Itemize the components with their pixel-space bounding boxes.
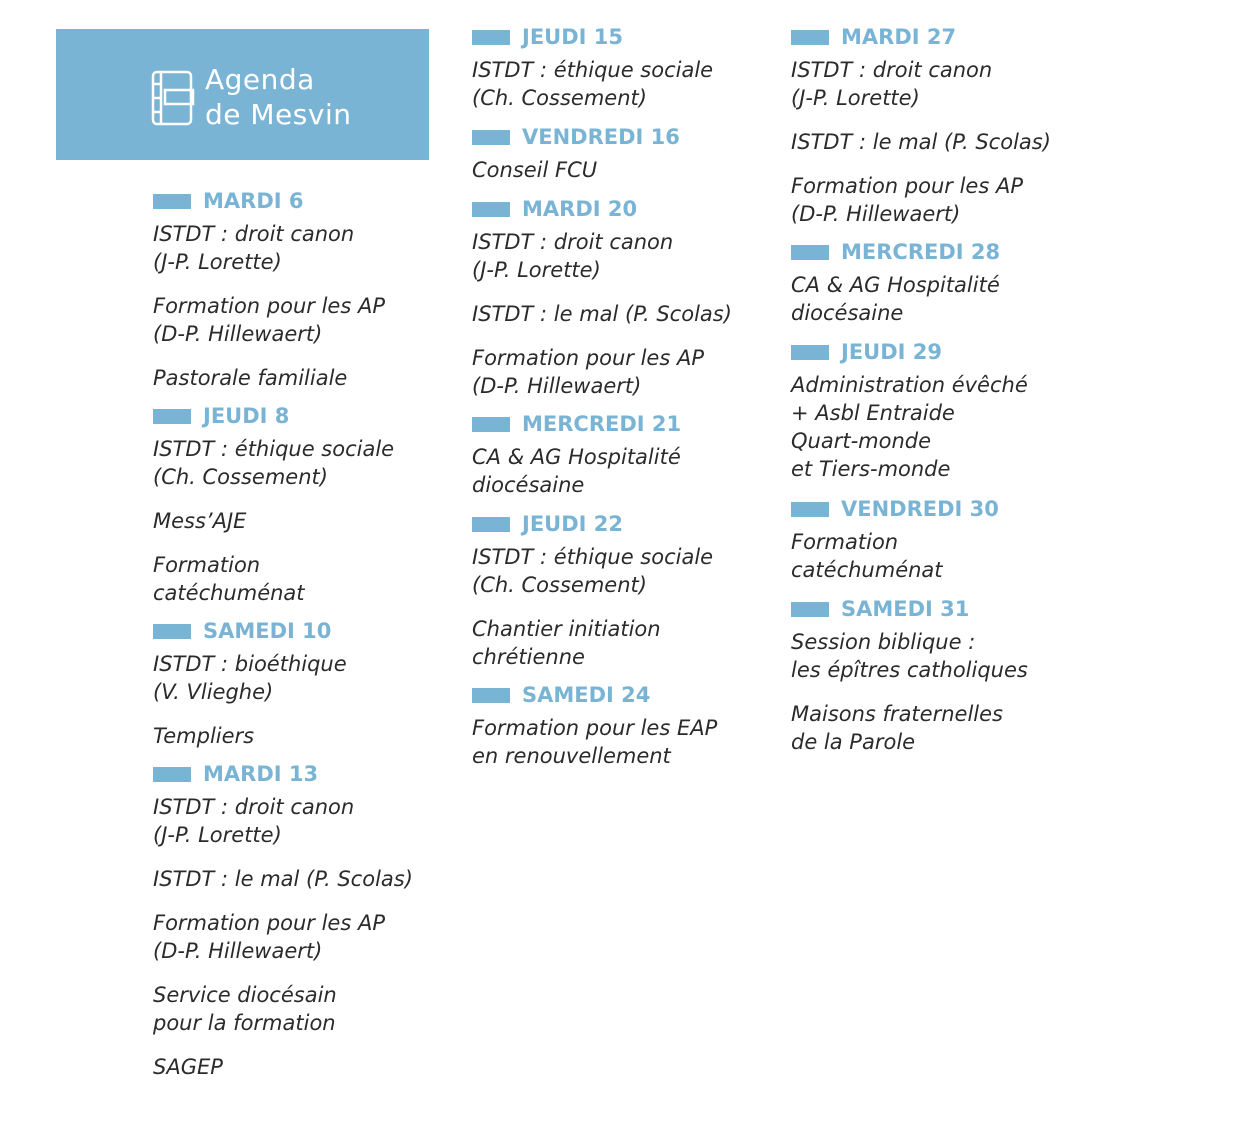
event-line: Service diocésain bbox=[153, 983, 337, 1007]
event-line: ISTDT : le mal (P. Scolas) bbox=[791, 130, 1051, 154]
agenda-event bbox=[153, 793, 473, 849]
agenda-event bbox=[472, 443, 792, 499]
agenda-event bbox=[153, 435, 473, 491]
event-line: (D-P. Hillewaert) bbox=[472, 374, 642, 398]
event-line: (Ch. Cossement) bbox=[153, 465, 328, 489]
event-line: Formation bbox=[791, 530, 899, 554]
day-header bbox=[472, 25, 792, 56]
event-line: (D-P. Hillewaert) bbox=[153, 939, 323, 963]
day-label: MERCREDI 21 bbox=[522, 412, 682, 436]
day-marker-bar bbox=[791, 30, 829, 45]
event-line: en renouvellement bbox=[472, 744, 671, 768]
agenda-day bbox=[472, 125, 792, 200]
event-line: diocésaine bbox=[472, 473, 585, 497]
event-line: Formation pour les AP bbox=[472, 346, 704, 370]
event-line: catéchuménat bbox=[153, 581, 305, 605]
agenda-day bbox=[153, 189, 473, 408]
day-label: JEUDI 8 bbox=[203, 404, 290, 428]
event-line: Formation pour les AP bbox=[791, 174, 1023, 198]
agenda-day bbox=[791, 240, 1111, 343]
day-header bbox=[791, 597, 1111, 628]
event-line: catéchuménat bbox=[791, 558, 943, 582]
event-line: Formation bbox=[153, 553, 261, 577]
day-header bbox=[153, 619, 473, 650]
event-line: de la Parole bbox=[791, 730, 916, 754]
event-line: Formation pour les AP bbox=[153, 294, 385, 318]
event-line: (J-P. Lorette) bbox=[472, 258, 601, 282]
event-line: (J-P. Lorette) bbox=[153, 250, 282, 274]
day-marker-bar bbox=[472, 417, 510, 432]
event-line: (V. Vlieghe) bbox=[153, 680, 274, 704]
day-label: VENDREDI 30 bbox=[841, 497, 999, 521]
agenda-title-line1: Agenda bbox=[205, 63, 315, 96]
agenda-event bbox=[153, 1053, 473, 1081]
event-line: ISTDT : droit canon bbox=[791, 58, 993, 82]
agenda-day bbox=[153, 762, 473, 1097]
day-label: SAMEDI 10 bbox=[203, 619, 332, 643]
day-marker-bar bbox=[472, 688, 510, 703]
agenda-event bbox=[791, 628, 1111, 684]
event-line: Administration évêché bbox=[791, 373, 1028, 397]
day-label: MERCREDI 28 bbox=[841, 240, 1001, 264]
event-line: Maisons fraternelles bbox=[791, 702, 1003, 726]
event-line: chrétienne bbox=[472, 645, 585, 669]
event-line: Formation pour les EAP bbox=[472, 716, 718, 740]
event-line: Mess’AJE bbox=[153, 509, 247, 533]
event-line: (D-P. Hillewaert) bbox=[791, 202, 961, 226]
agenda-day bbox=[791, 497, 1111, 600]
agenda-event bbox=[153, 909, 473, 965]
day-label: JEUDI 15 bbox=[522, 25, 623, 49]
day-header bbox=[472, 512, 792, 543]
agenda-event bbox=[472, 615, 792, 671]
agenda-day bbox=[153, 404, 473, 623]
event-line: (J-P. Lorette) bbox=[153, 823, 282, 847]
event-line: ISTDT : éthique sociale bbox=[472, 58, 714, 82]
day-label: JEUDI 22 bbox=[522, 512, 623, 536]
day-marker-bar bbox=[791, 345, 829, 360]
agenda-event bbox=[153, 650, 473, 706]
day-marker-bar bbox=[791, 602, 829, 617]
event-line: (J-P. Lorette) bbox=[791, 86, 920, 110]
day-header bbox=[791, 497, 1111, 528]
agenda-title-line2: de Mesvin bbox=[205, 98, 352, 131]
agenda-book-icon bbox=[151, 70, 195, 126]
event-line: ISTDT : éthique sociale bbox=[153, 437, 395, 461]
event-line: Session biblique : bbox=[791, 630, 976, 654]
agenda-event bbox=[472, 543, 792, 599]
day-label: MARDI 20 bbox=[522, 197, 638, 221]
day-marker-bar bbox=[472, 30, 510, 45]
event-line: CA & AG Hospitalité bbox=[791, 273, 1000, 297]
agenda-day bbox=[472, 512, 792, 687]
agenda-event bbox=[153, 364, 473, 392]
event-line: + Asbl Entraide bbox=[791, 401, 955, 425]
day-header bbox=[472, 125, 792, 156]
day-header bbox=[472, 683, 792, 714]
event-line: ISTDT : le mal (P. Scolas) bbox=[153, 867, 413, 891]
agenda-event bbox=[791, 528, 1111, 584]
day-header bbox=[472, 197, 792, 228]
event-line: ISTDT : droit canon bbox=[153, 222, 355, 246]
day-header bbox=[791, 240, 1111, 271]
day-label: SAMEDI 31 bbox=[841, 597, 970, 621]
day-header bbox=[791, 25, 1111, 56]
day-header bbox=[791, 340, 1111, 371]
event-line: pour la formation bbox=[153, 1011, 336, 1035]
day-marker-bar bbox=[472, 517, 510, 532]
agenda-day bbox=[791, 340, 1111, 499]
day-marker-bar bbox=[153, 194, 191, 209]
day-header bbox=[153, 762, 473, 793]
agenda-event bbox=[472, 56, 792, 112]
agenda-event bbox=[153, 292, 473, 348]
event-line: Quart-monde bbox=[791, 429, 932, 453]
agenda-title bbox=[205, 62, 351, 132]
agenda-day bbox=[791, 25, 1111, 244]
event-line: ISTDT : éthique sociale bbox=[472, 545, 714, 569]
agenda-day bbox=[791, 597, 1111, 772]
event-line: ISTDT : droit canon bbox=[153, 795, 355, 819]
agenda-event bbox=[472, 344, 792, 400]
event-line: Conseil FCU bbox=[472, 158, 598, 182]
day-label: MARDI 13 bbox=[203, 762, 319, 786]
agenda-event bbox=[153, 722, 473, 750]
agenda-event bbox=[791, 271, 1111, 327]
agenda-event bbox=[791, 128, 1111, 156]
day-marker-bar bbox=[153, 767, 191, 782]
agenda-event bbox=[472, 228, 792, 284]
day-marker-bar bbox=[472, 130, 510, 145]
event-line: ISTDT : droit canon bbox=[472, 230, 674, 254]
day-header bbox=[472, 412, 792, 443]
agenda-day bbox=[472, 412, 792, 515]
event-line: ISTDT : bioéthique bbox=[153, 652, 347, 676]
agenda-event bbox=[472, 300, 792, 328]
agenda-event bbox=[472, 156, 792, 184]
day-header bbox=[153, 404, 473, 435]
event-line: Formation pour les AP bbox=[153, 911, 385, 935]
event-line: SAGEP bbox=[153, 1055, 223, 1079]
event-line: (Ch. Cossement) bbox=[472, 573, 647, 597]
day-label: SAMEDI 24 bbox=[522, 683, 651, 707]
event-line: CA & AG Hospitalité bbox=[472, 445, 681, 469]
agenda-day bbox=[472, 197, 792, 416]
day-marker-bar bbox=[791, 245, 829, 260]
day-label: JEUDI 29 bbox=[841, 340, 942, 364]
agenda-day bbox=[153, 619, 473, 766]
day-header bbox=[153, 189, 473, 220]
event-line: les épîtres catholiques bbox=[791, 658, 1028, 682]
agenda-event bbox=[153, 551, 473, 607]
agenda-day bbox=[472, 25, 792, 128]
event-line: Templiers bbox=[153, 724, 255, 748]
day-label: MARDI 27 bbox=[841, 25, 957, 49]
event-line: Chantier initiation bbox=[472, 617, 661, 641]
agenda-event bbox=[153, 220, 473, 276]
day-marker-bar bbox=[153, 409, 191, 424]
agenda-event bbox=[472, 714, 792, 770]
event-line: et Tiers-monde bbox=[791, 457, 951, 481]
event-line: (Ch. Cossement) bbox=[472, 86, 647, 110]
agenda-event bbox=[791, 371, 1111, 483]
day-marker-bar bbox=[153, 624, 191, 639]
day-marker-bar bbox=[791, 502, 829, 517]
event-line: ISTDT : le mal (P. Scolas) bbox=[472, 302, 732, 326]
agenda-event bbox=[791, 700, 1111, 756]
event-line: (D-P. Hillewaert) bbox=[153, 322, 323, 346]
event-line: diocésaine bbox=[791, 301, 904, 325]
agenda-event bbox=[153, 981, 473, 1037]
agenda-event bbox=[791, 56, 1111, 112]
day-label: VENDREDI 16 bbox=[522, 125, 680, 149]
agenda-header bbox=[56, 29, 429, 160]
day-label: MARDI 6 bbox=[203, 189, 304, 213]
agenda-day bbox=[472, 683, 792, 786]
agenda-event bbox=[153, 507, 473, 535]
day-marker-bar bbox=[472, 202, 510, 217]
event-line: Pastorale familiale bbox=[153, 366, 348, 390]
agenda-event bbox=[791, 172, 1111, 228]
agenda-event bbox=[153, 865, 473, 893]
